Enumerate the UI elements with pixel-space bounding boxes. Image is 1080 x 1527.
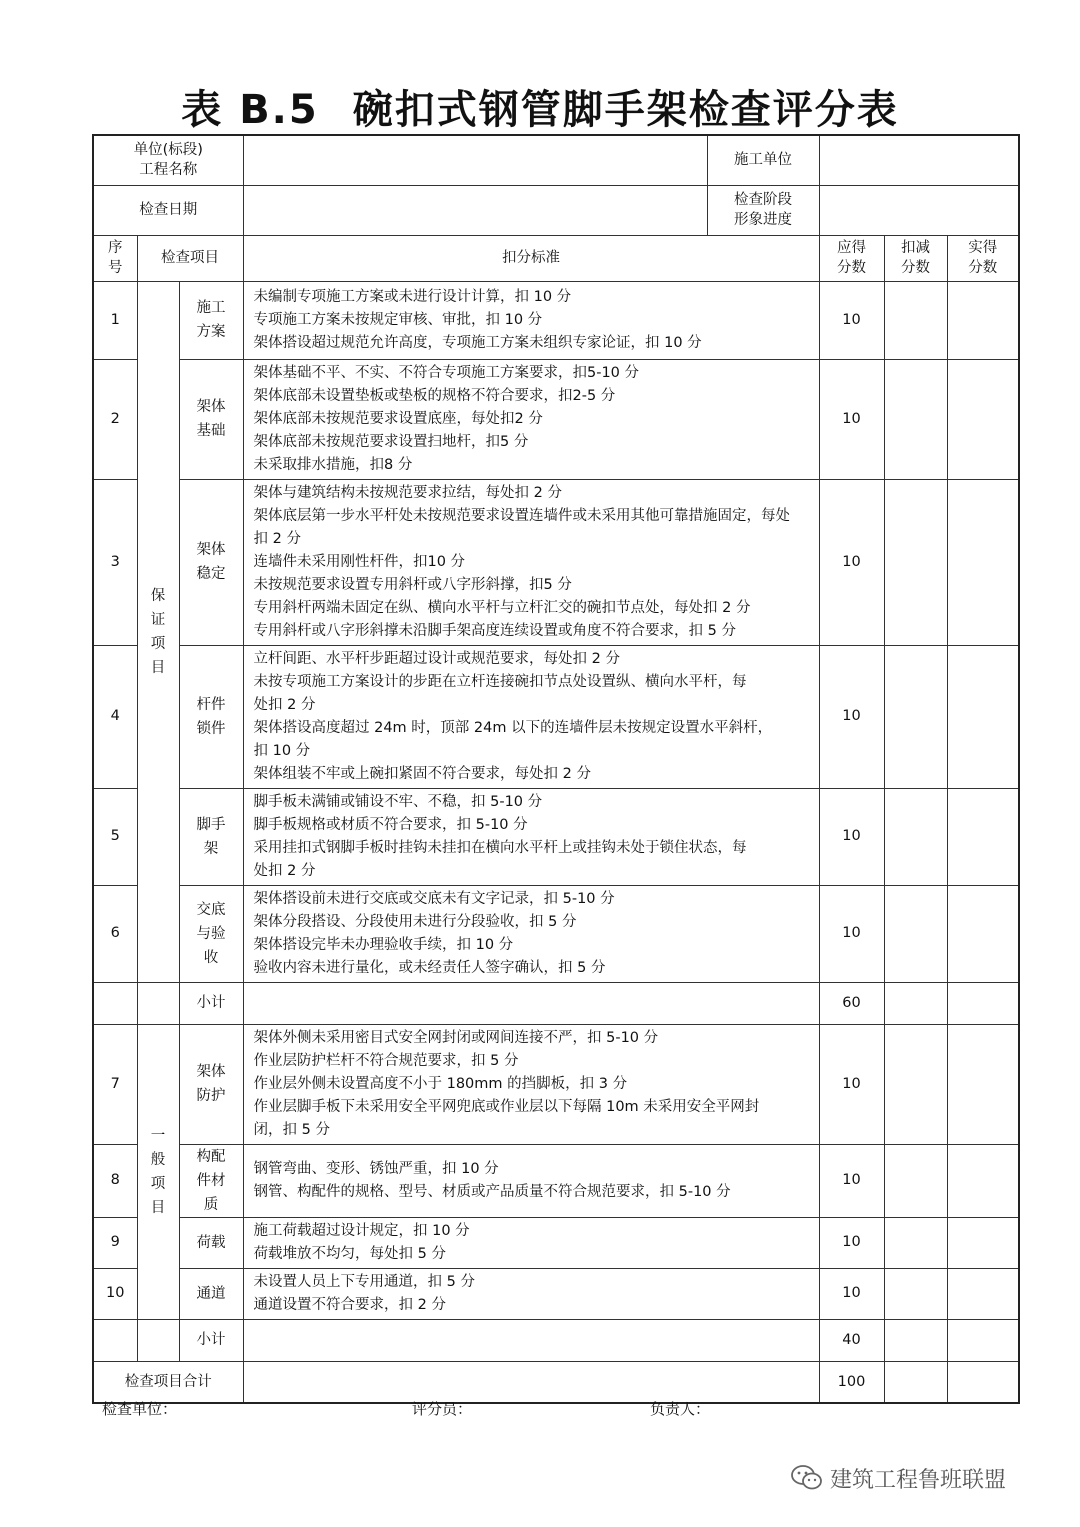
item-name — [179, 1144, 243, 1217]
score-table — [92, 134, 1020, 1404]
criteria-line: 架体搭设超过规范允许高度，专项施工方案未组织专家论证，扣 10 分 — [253, 334, 702, 351]
due-score: 10 — [819, 1144, 884, 1217]
criteria-cell — [243, 359, 819, 479]
group-char: 保 — [150, 587, 166, 604]
item-name-line: 锁件 — [196, 720, 226, 737]
item-name-line: 杆件 — [196, 696, 226, 713]
group-char: 目 — [150, 659, 166, 676]
item-name — [179, 1268, 243, 1319]
actual-score[interactable] — [947, 1319, 1019, 1361]
item-name-line: 架体 — [196, 1064, 226, 1080]
table-row — [93, 1217, 1019, 1268]
row-number: 10 — [93, 1268, 137, 1319]
criteria-line: 脚手板未满铺或铺设不牢、不稳，扣 5-10 分 — [253, 793, 543, 810]
criteria-line: 专用斜杆两端未固定在纵、横向水平杆与立杆汇交的碗扣节点处，每处扣 2 分 — [253, 599, 751, 616]
actual-score[interactable] — [947, 788, 1019, 885]
actual-score[interactable] — [947, 479, 1019, 645]
stage-label: 检查阶段 形象进度 — [707, 185, 819, 235]
item-name-line: 荷载 — [196, 1234, 226, 1251]
item-name-line: 通道 — [196, 1285, 226, 1302]
table-row — [93, 1268, 1019, 1319]
deduct-score[interactable] — [884, 1268, 947, 1319]
group-guarantee — [137, 281, 179, 982]
criteria-line: 立杆间距、水平杆步距超过设计或规范要求，每处扣 2 分 — [253, 650, 620, 667]
due-score: 10 — [819, 645, 884, 788]
due-score: 10 — [819, 885, 884, 982]
actual-score[interactable] — [947, 1268, 1019, 1319]
date-value[interactable] — [243, 185, 707, 235]
criteria-cell — [243, 1024, 819, 1144]
item-name — [179, 1024, 243, 1144]
group-char: 般 — [150, 1151, 166, 1168]
stage-value[interactable] — [819, 185, 1019, 235]
item-name — [179, 479, 243, 645]
empty-cell — [137, 1319, 179, 1361]
watermark — [790, 1458, 1006, 1498]
criteria-line: 架体底部未按规范要求设置扫地杆，扣5 分 — [253, 433, 529, 450]
row-number: 6 — [93, 885, 137, 982]
contractor-value[interactable] — [819, 135, 1019, 185]
criteria-line: 专用斜杆或八字形斜撑未沿脚手架高度连续设置或角度不符合要求，扣 5 分 — [253, 622, 736, 639]
item-name — [179, 788, 243, 885]
col-due-score: 应得 分数 — [819, 235, 884, 281]
total-label: 检查项目合计 — [93, 1361, 243, 1403]
criteria-line: 未编制专项施工方案或未进行设计计算，扣 10 分 — [253, 288, 572, 305]
footer — [0, 1398, 1080, 1422]
actual-score[interactable] — [947, 1024, 1019, 1144]
criteria-cell — [243, 1268, 819, 1319]
due-score: 10 — [819, 1024, 884, 1144]
item-name — [179, 1217, 243, 1268]
total-score: 100 — [819, 1361, 884, 1403]
row-number: 2 — [93, 359, 137, 479]
watermark-text: 建筑工程鲁班联盟 — [830, 1467, 1007, 1493]
actual-score[interactable] — [947, 281, 1019, 359]
actual-score[interactable] — [947, 1217, 1019, 1268]
criteria-line: 荷载堆放不均匀，每处扣 5 分 — [253, 1245, 446, 1262]
item-name-line: 交底 — [196, 901, 226, 918]
item-name-line: 方案 — [196, 324, 226, 340]
item-name-line: 施工 — [196, 300, 226, 316]
subtotal-label: 小计 — [179, 1319, 243, 1361]
criteria-line: 钢管、构配件的规格、型号、材质或产品质量不符合规范要求，扣 5-10 分 — [253, 1183, 731, 1200]
table-row — [93, 885, 1019, 982]
empty-cell — [137, 982, 179, 1024]
subtotal-score: 60 — [819, 982, 884, 1024]
criteria-line: 架体底部未设置垫板或垫板的规格不符合要求，扣2-5 分 — [253, 387, 616, 404]
contractor-label: 施工单位 — [707, 135, 819, 185]
criteria-cell — [243, 1217, 819, 1268]
deduct-score[interactable] — [884, 885, 947, 982]
actual-score[interactable] — [947, 359, 1019, 479]
deduct-score[interactable] — [884, 1217, 947, 1268]
item-name-line: 件材 — [196, 1172, 226, 1189]
group-char: 项 — [150, 1175, 166, 1192]
criteria-line: 扣 2 分 — [253, 530, 301, 547]
unit-label: 单位(标段) 工程名称 — [93, 135, 243, 185]
criteria-line: 架体与建筑结构未按规范要求拉结，每处扣 2 分 — [253, 484, 562, 501]
col-actual-score: 实得 分数 — [947, 235, 1019, 281]
table-title: 碗扣式钢管脚手架检查评分表 — [352, 87, 899, 133]
criteria-line: 架体分段搭设、分段使用未进行分段验收，扣 5 分 — [253, 913, 577, 930]
criteria-cell — [243, 281, 819, 359]
item-name-line: 稳定 — [196, 566, 226, 582]
criteria-cell — [243, 788, 819, 885]
criteria-line: 采用挂扣式钢脚手板时挂钩未挂扣在横向水平杆上或挂钩未处于锁住状态，每 — [253, 839, 747, 856]
empty-cell — [93, 1319, 137, 1361]
row-number: 7 — [93, 1024, 137, 1144]
page-title — [0, 78, 1080, 135]
table-row — [93, 645, 1019, 788]
item-name-line: 脚手 — [196, 816, 226, 833]
col-criteria: 扣分标准 — [243, 235, 819, 281]
header-row-unit — [93, 135, 1019, 185]
row-number: 8 — [93, 1144, 137, 1217]
due-score: 10 — [819, 1268, 884, 1319]
deduct-score[interactable] — [884, 982, 947, 1024]
deduct-score[interactable] — [884, 1024, 947, 1144]
table-number: 表 B.5 — [181, 87, 319, 133]
responsible-label: 负责人： — [650, 1400, 711, 1418]
inspect-unit-label: 检查单位： — [102, 1400, 178, 1418]
deduct-score[interactable] — [884, 1144, 947, 1217]
item-name-line: 收 — [203, 949, 219, 966]
criteria-line: 作业层脚手板下未采用安全平网兜底或作业层以下每隔 10m 未采用安全平网封 — [253, 1098, 760, 1115]
criteria-line: 处扣 2 分 — [253, 696, 316, 713]
criteria-line: 未按专项施工方案设计的步距在立杆连接碗扣节点处设置纵、横向水平杆，每 — [253, 673, 747, 690]
item-name-line: 与验 — [196, 925, 226, 942]
scorer-label: 评分员： — [412, 1400, 473, 1418]
empty-criteria — [243, 1319, 819, 1361]
actual-score[interactable] — [947, 885, 1019, 982]
criteria-cell — [243, 479, 819, 645]
criteria-cell — [243, 1144, 819, 1217]
deduct-score[interactable] — [884, 479, 947, 645]
table-row — [93, 788, 1019, 885]
criteria-cell — [243, 885, 819, 982]
deduct-score[interactable] — [884, 645, 947, 788]
group-char: 项 — [150, 635, 166, 652]
criteria-line: 专项施工方案未按规定审核、审批，扣 10 分 — [253, 311, 543, 328]
deduct-score[interactable] — [884, 1361, 947, 1403]
item-name-line: 基础 — [196, 423, 226, 439]
table-row — [93, 479, 1019, 645]
criteria-line: 验收内容未进行量化，或未经责任人签字确认，扣 5 分 — [253, 959, 606, 976]
col-deduct-score: 扣减 分数 — [884, 235, 947, 281]
due-score: 10 — [819, 281, 884, 359]
table-row — [93, 1024, 1019, 1144]
due-score: 10 — [819, 1217, 884, 1268]
empty-criteria — [243, 1361, 819, 1403]
criteria-line: 闭，扣 5 分 — [253, 1121, 330, 1138]
actual-score[interactable] — [947, 645, 1019, 788]
criteria-line: 架体搭设高度超过 24m 时，顶部 24m 以下的连墙件层未按规定设置水平斜杆， — [253, 719, 773, 736]
column-header-row — [93, 235, 1019, 281]
actual-score[interactable] — [947, 982, 1019, 1024]
item-name — [179, 885, 243, 982]
criteria-line: 架体外侧未采用密目式安全网封闭或网间连接不严，扣 5-10 分 — [253, 1029, 659, 1046]
criteria-line: 未设置人员上下专用通道，扣 5 分 — [253, 1273, 475, 1290]
group-char: 证 — [150, 611, 166, 628]
due-score: 10 — [819, 479, 884, 645]
actual-score[interactable] — [947, 1361, 1019, 1403]
col-no: 序 号 — [93, 235, 137, 281]
empty-criteria — [243, 982, 819, 1024]
deduct-score[interactable] — [884, 281, 947, 359]
row-number: 4 — [93, 645, 137, 788]
item-name — [179, 281, 243, 359]
due-score: 10 — [819, 359, 884, 479]
group-general — [137, 1024, 179, 1319]
deduct-score[interactable] — [884, 1319, 947, 1361]
row-number: 3 — [93, 479, 137, 645]
criteria-line: 架体搭设完毕未办理验收手续，扣 10 分 — [253, 936, 514, 953]
col-item: 检查项目 — [137, 235, 243, 281]
date-label: 检查日期 — [93, 185, 243, 235]
due-score: 10 — [819, 788, 884, 885]
deduct-score[interactable] — [884, 788, 947, 885]
criteria-line: 连墙件未采用刚性杆件，扣10 分 — [253, 553, 466, 570]
subtotal-row — [93, 1319, 1019, 1361]
empty-cell — [93, 982, 137, 1024]
criteria-line: 架体基础不平、不实、不符合专项施工方案要求，扣5-10 分 — [253, 364, 640, 381]
criteria-line: 未按规范要求设置专用斜杆或八字形斜撑，扣5 分 — [253, 576, 572, 593]
item-name — [179, 645, 243, 788]
total-row — [93, 1361, 1019, 1403]
row-number: 9 — [93, 1217, 137, 1268]
deduct-score[interactable] — [884, 359, 947, 479]
item-name-line: 架体 — [196, 542, 226, 558]
subtotal-label: 小计 — [179, 982, 243, 1024]
criteria-cell — [243, 645, 819, 788]
subtotal-score: 40 — [819, 1319, 884, 1361]
criteria-line: 扣 10 分 — [253, 742, 311, 759]
group-char: 目 — [150, 1199, 166, 1216]
criteria-line: 作业层外侧未设置高度不小于 180mm 的挡脚板，扣 3 分 — [253, 1075, 628, 1092]
item-name — [179, 359, 243, 479]
criteria-line: 架体组装不牢或上碗扣紧固不符合要求，每处扣 2 分 — [253, 765, 591, 782]
criteria-line: 通道设置不符合要求，扣 2 分 — [253, 1296, 446, 1313]
header-row-date — [93, 185, 1019, 235]
criteria-line: 架体底部未按规范要求设置底座，每处扣2 分 — [253, 410, 543, 427]
criteria-line: 作业层防护栏杆不符合规范要求，扣 5 分 — [253, 1052, 519, 1069]
item-name-line: 架 — [203, 840, 219, 857]
criteria-line: 施工荷载超过设计规定，扣 10 分 — [253, 1222, 470, 1239]
item-name-line: 质 — [203, 1196, 219, 1213]
item-name-line: 防护 — [196, 1088, 226, 1104]
unit-value[interactable] — [243, 135, 707, 185]
wechat-icon — [790, 1463, 824, 1493]
table-row — [93, 359, 1019, 479]
group-char: 一 — [150, 1127, 166, 1144]
criteria-line: 处扣 2 分 — [253, 862, 316, 879]
criteria-line: 脚手板规格或材质不符合要求，扣 5-10 分 — [253, 816, 528, 833]
actual-score[interactable] — [947, 1144, 1019, 1217]
criteria-line: 架体搭设前未进行交底或交底未有文字记录，扣 5-10 分 — [253, 890, 615, 907]
criteria-line: 架体底层第一步水平杆处未按规范要求设置连墙件或未采用其他可靠措施固定，每处 — [253, 507, 790, 524]
item-name-line: 构配 — [196, 1148, 226, 1165]
table-row — [93, 281, 1019, 359]
criteria-line: 钢管弯曲、变形、锈蚀严重，扣 10 分 — [253, 1160, 499, 1177]
subtotal-row — [93, 982, 1019, 1024]
table-row — [93, 1144, 1019, 1217]
row-number: 1 — [93, 281, 137, 359]
item-name-line: 架体 — [196, 399, 226, 415]
row-number: 5 — [93, 788, 137, 885]
criteria-line: 未采取排水措施，扣8 分 — [253, 456, 413, 473]
